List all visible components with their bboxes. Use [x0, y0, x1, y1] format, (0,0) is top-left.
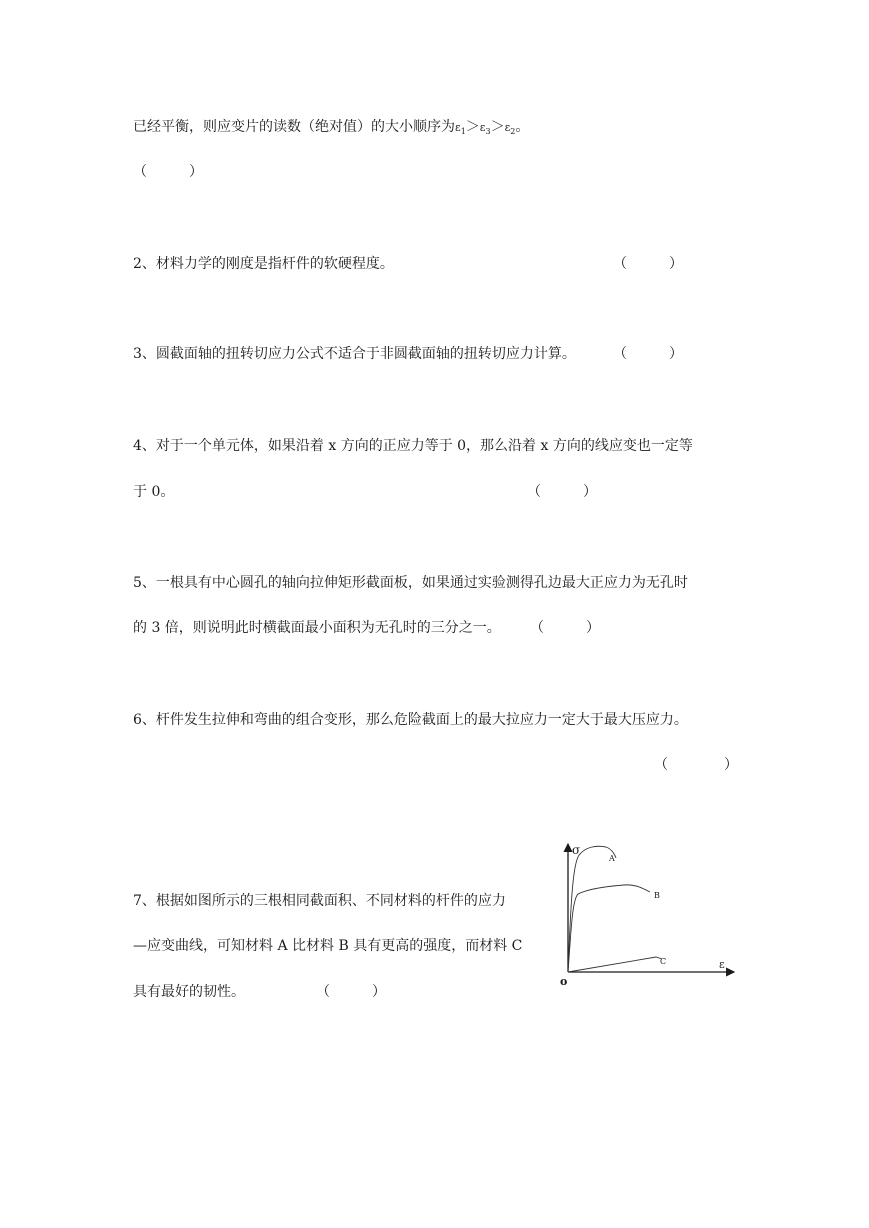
question-1-continuation — [133, 117, 529, 142]
origin-label: o — [560, 975, 568, 988]
epsilon-3: ε — [479, 121, 486, 134]
question-7-line-3: 具有最好的韧性。 — [133, 984, 245, 1000]
epsilon-label: ε — [719, 958, 725, 971]
stress-strain-figure — [556, 838, 740, 990]
question-3: 3、圆截面轴的扭转切应力公式不适合于非圆截面轴的扭转切应力计算。 — [133, 346, 576, 362]
curve-a — [568, 846, 616, 972]
curve-a-label: A — [609, 854, 615, 863]
curve-b — [568, 885, 650, 972]
epsilon-2: ε — [504, 121, 511, 134]
answer-blank-4[interactable]: （ ） — [527, 484, 597, 500]
greater-than-2: ＞ — [490, 119, 505, 135]
sigma-label: σ — [572, 843, 581, 857]
curve-c — [568, 957, 662, 972]
greater-than-1: ＞ — [465, 119, 480, 135]
question-5-line-2: 的 3 倍，则说明此时横截面最小面积为无孔时的三分之一。 — [133, 620, 501, 636]
curve-c-label: C — [660, 957, 667, 966]
question-6: 6、杆件发生拉伸和弯曲的组合变形，那么危险截面上的最大拉应力一定大于最大压应力。 — [133, 712, 688, 728]
subscript-2: 2 — [510, 127, 516, 136]
epsilon-1: ε — [455, 121, 461, 134]
question-2: 2、材料力学的刚度是指杆件的软硬程度。 — [133, 256, 394, 272]
subscript-1: 1 — [460, 127, 466, 136]
question-4-line-2: 于 0。 — [133, 484, 175, 500]
subscript-3: 3 — [485, 127, 491, 136]
question-1-text: 已经平衡，则应变片的读数（绝对值）的大小顺序为 — [133, 119, 455, 135]
answer-blank-5[interactable]: （ ） — [530, 620, 600, 636]
question-4-line-1: 4、对于一个单元体，如果沿着 x 方向的正应力等于 0，那么沿着 x 方向的线应变也一定等 — [133, 438, 693, 454]
answer-blank-7[interactable]: （ ） — [316, 984, 386, 1000]
period: 。 — [515, 119, 530, 135]
curve-b-label: B — [654, 891, 660, 900]
answer-blank-1[interactable]: （ ） — [133, 164, 203, 180]
answer-blank-6[interactable]: （ ） — [654, 757, 738, 773]
answer-blank-2[interactable]: （ ） — [613, 256, 683, 272]
question-7-line-2: —应变曲线，可知材料 A 比材料 B 具有更高的强度，而材料 C — [133, 938, 523, 954]
question-7-line-1: 7、根据如图所示的三根相同截面积、不同材料的杆件的应力 — [133, 893, 506, 909]
question-5-line-1: 5、一根具有中心圆孔的轴向拉伸矩形截面板，如果通过实验测得孔边最大正应力为无孔时 — [133, 575, 688, 591]
answer-blank-3[interactable]: （ ） — [613, 346, 683, 362]
